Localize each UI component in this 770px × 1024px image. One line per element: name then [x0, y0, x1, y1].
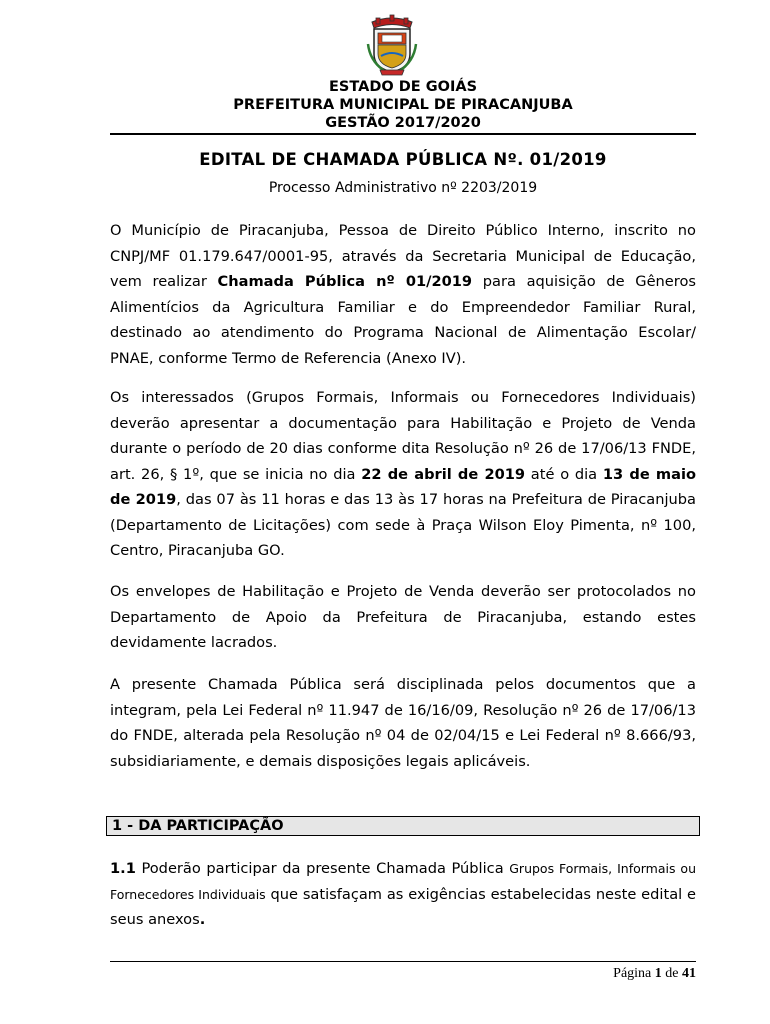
paragraph-intro: O Município de Piracanjuba, Pessoa de Direito Público Interno, inscrito no CNPJ/MF 01.179.647/0001-95, através da Secretaria Municipal de Educação, vem realizar Chamada Pública nº 01/2019 para aquisição de Gêneros Alimentícios da Agricultura Familiar e do Empreendedor Familiar Rural, destinado ao atendimento do Programa Nacional de Alimentação Escolar/ PNAE, conforme Termo de Referencia (Anexo IV).: [110, 222, 696, 367]
paragraph-legal-basis: A presente Chamada Pública será disciplinada pelos documentos que a integram, pela Lei Federal nº 11.947 de 16/16/09, Resolução nº 26 de 17/06/13 do FNDE, alterada pela Resolução nº 04 de 02/04/15 e Lei Federal nº 8.666/93, subsidiariamente, e demais disposições legais aplicáveis.: [110, 676, 696, 770]
paragraph-deadlines: Os interessados (Grupos Formais, Informais ou Fornecedores Individuais) deverão apresentar a documentação para Habilitação e Projeto de Venda durante o período de 20 dias conforme dita Resolução nº 26 de 17/06/13 FNDE, art. 26, § 1º, que se inicia no dia 22 de abril de 2019 até o dia 13 de maio de 2019, das 07 às 11 horas e das 13 às 17 horas na Prefeitura de Piracanjuba (Departamento de Licitações) com sede à Praça Wilson Eloy Pimenta, nº 100, Centro, Piracanjuba GO.: [110, 389, 696, 559]
page-number: Página 1 de 41: [613, 966, 696, 981]
document-subtitle: Processo Administrativo nº 2203/2019: [268, 180, 538, 196]
document-header: [110, 78, 696, 132]
header-municipality: PREFEITURA MUNICIPAL DE PIRACANJUBA: [233, 97, 573, 113]
item-1-1: 1.1 Poderão participar da presente Chamada Pública Grupos Formais, Informais ou Fornecedores Individuais que satisfaçam as exigências estabelecidas neste edital e seus anexos.: [110, 860, 696, 928]
header-state: ESTADO DE GOIÁS: [328, 79, 478, 95]
paragraph-envelopes: Os envelopes de Habilitação e Projeto de Venda deverão ser protocolados no Departamento de Apoio da Prefeitura de Piracanjuba, estando estes devidamente lacrados.: [110, 583, 696, 651]
coat-of-arms-icon: [366, 14, 418, 76]
header-administration: GESTÃO 2017/2020: [325, 115, 481, 131]
document-title: EDITAL DE CHAMADA PÚBLICA Nº. 01/2019: [199, 150, 607, 169]
footer-divider: [110, 961, 696, 962]
section-heading-participation: 1 - DA PARTICIPAÇÃO: [106, 816, 700, 836]
header-divider: [110, 133, 696, 135]
